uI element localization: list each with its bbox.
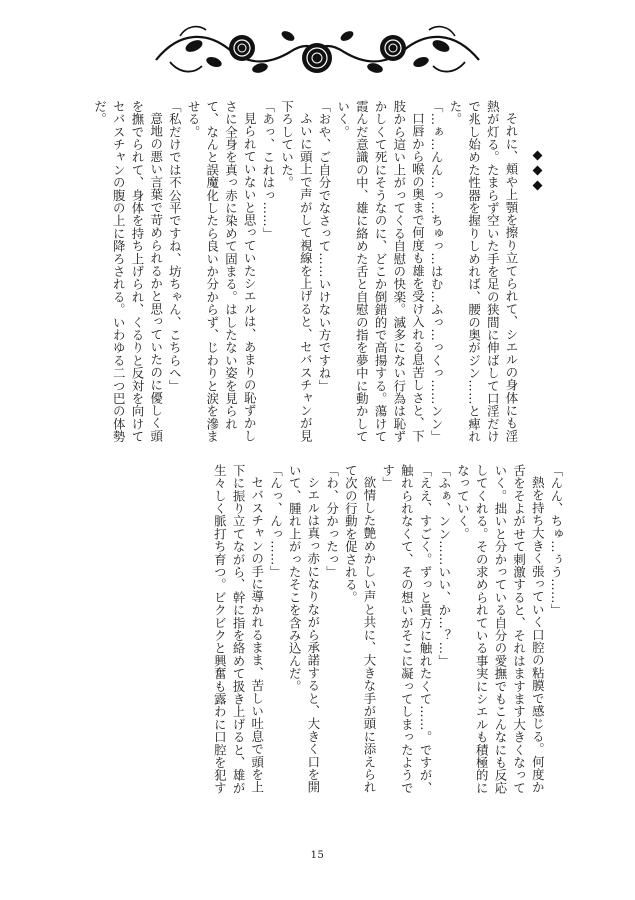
paragraph: 口唇から喉の奥まで何度も雄を受け入れる息苦しさと、下肢から這い上がってくる自慰の快楽。滅多にない行為は恥ずかしくて死にそうなのに、どこか倒錯的で高揚する。蕩けて霞んだ意識の中、雄に絡めた舌と自慰の指を夢中に動かしていく。 — [335, 100, 426, 443]
paragraph: 見られていないと思っていたシエルは、あまりの恥ずかしさに全身を真っ赤に染めて固まる。はしたない姿を見られて、なんと誤魔化したら良いか分からず、じわりと涙を滲ませる。 — [186, 100, 258, 443]
paragraph: ふいに頭上で声がして視線を上げると、セバスチャンが見下ろしていた。 — [279, 100, 314, 443]
scene-break-marks — [530, 152, 544, 197]
dialogue-line: 「ええ、すごく。ずっと貴方に触れたくて……。ですが、触れられなくて、その想いがそこに凝ってしまったようです」 — [380, 464, 434, 795]
page-number: 15 — [310, 850, 325, 861]
diamond-icon — [532, 166, 542, 176]
dialogue-line: 「んん、ちゅ…ぅう……」 — [549, 464, 564, 617]
rose-vine-ornament-icon — [150, 22, 485, 82]
diamond-icon — [532, 151, 542, 161]
dialogue-line: 「…ぁ…んん…っ…ちゅっ…はむ…ふっ…っくっ……ンン」 — [429, 100, 445, 443]
dialogue-line: 「私だけでは不公平ですね、坊ちゃん、こちらへ」 — [167, 100, 183, 393]
lower-text-block — [75, 464, 565, 804]
dialogue-line: 「おや、ご自分でなさって……いけない方ですね」 — [316, 100, 332, 393]
dialogue-line: 「ふぁ、ンン……いい、か…？…」 — [436, 464, 452, 668]
paragraph: それに、頬や上顎を擦り立てられて、シエルの身体にも淫熱が灯る。たまらず空いた手を足の狭間に伸ばして口淫だけで兆し始めた性器を握りしめれば、腰の奥がジン……と痺れた。 — [447, 100, 519, 443]
dialogue-line: 「わ、分かったっ」 — [324, 464, 340, 579]
diamond-icon — [532, 181, 542, 191]
paragraph: 熱を持ち大きく張っていく口腔の粘膜で感じる。何度か舌をそよがせて刺激すると、それはますます大きくなっていく。拙いと分かっている自分の愛撫でもこんなにも反応してくれる。その求められている事実にシエルも積極的になっていく。 — [455, 464, 546, 795]
paragraph: セバスチャンの手に導かれるまま、苦しい吐息で頭を上下に振り立てながら、幹に指を絡めて扱き上げると、雄が生々しく脈打ち育つ。ビクビクと興奮も露わに口腔を犯す — [212, 464, 265, 795]
paragraph: シエルは真っ赤になりながら承諾すると、大きく口を開いて、腫れ上がったそこを含み込んだ。 — [287, 464, 321, 794]
upper-text-block — [82, 100, 520, 445]
dialogue-line: 「あっ、これはっ……」 — [260, 100, 276, 240]
dialogue-line: 「んっ、んっ……」 — [268, 464, 284, 579]
paragraph: 意地の悪い言葉で苛められるかと思っていたのに優しく頭を撫でられて、身体を持ち上げられ、くるりと反対を向けてセバスチャンの腹の上に降ろされる。いわゆる二つ巴の体勢だ。 — [92, 100, 164, 443]
paragraph: 欲情した艶めかしい声と共に、大きな手が頭に添えられて次の行動を促される。 — [343, 464, 377, 794]
